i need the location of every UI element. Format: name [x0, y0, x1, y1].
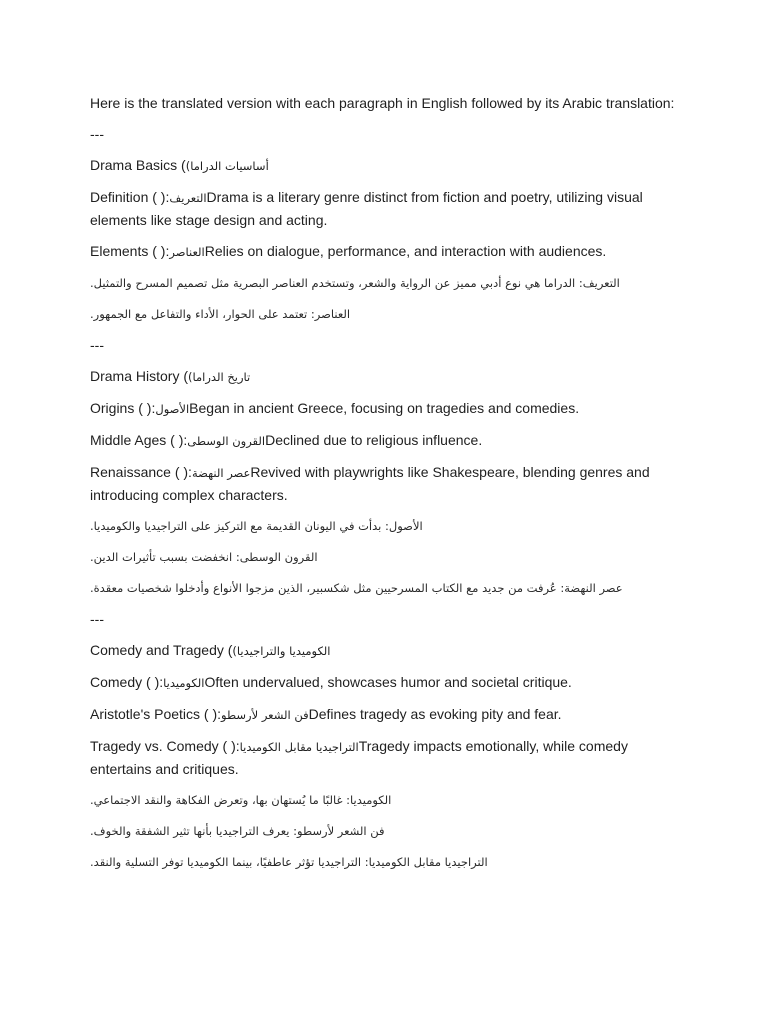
arabic-line: العناصر: تعتمد على الحوار، الأداء والتفاعل مع الجمهور. [90, 307, 351, 321]
arabic-line: الكوميديا: غالبًا ما يُستهان بها، وتعرض الفكاهة والنقد الاجتماعي. [90, 793, 392, 807]
definition-paragraph: Definition ( ):التعريفDrama is a literary genre distinct from fiction and poetry, utilizing visual elements like stage design and acting. [90, 189, 643, 228]
arabic-line: التعريف: الدراما هي نوع أدبي مميز عن الرواية والشعر، وتستخدم العناصر البصرية مثل تصميم المسرح والتمثيل. [90, 276, 620, 290]
intro-paragraph: Here is the translated version with each paragraph in English followed by its Arabic translation: [90, 95, 675, 111]
arabic-line: الأصول: بدأت في اليونان القديمة مع التركيز على التراجيديا والكوميديا. [90, 519, 423, 533]
tragedy-vs-comedy-paragraph: Tragedy vs. Comedy ( ):التراجيديا مقابل الكوميدياTragedy impacts emotionally, while comedy entertains and critiques. [90, 738, 628, 777]
arabic-line: عصر النهضة: عُرفت من جديد مع الكتاب المسرحيين مثل شكسبير، الذين مزجوا الأنواع وأدخلوا شخصيات معقدة. [90, 581, 623, 595]
poetics-paragraph: Aristotle's Poetics ( ):فن الشعر لأرسطوDefines tragedy as evoking pity and fear. [90, 706, 562, 722]
elements-paragraph: Elements ( ):العناصرRelies on dialogue, performance, and interaction with audiences. [90, 243, 607, 259]
arabic-line: فن الشعر لأرسطو: يعرف التراجيديا بأنها تثير الشفقة والخوف. [90, 824, 385, 838]
comedy-paragraph: Comedy ( ):الكوميدياOften undervalued, showcases humor and societal critique. [90, 674, 572, 690]
separator: --- [90, 337, 104, 353]
section-heading: Drama Basics ((أساسيات الدراما [90, 157, 269, 173]
arabic-line: القرون الوسطى: انخفضت بسبب تأثيرات الدين. [90, 550, 318, 564]
origins-paragraph: Origins ( ):الأصولBegan in ancient Greece, focusing on tragedies and comedies. [90, 400, 580, 416]
arabic-line: التراجيديا مقابل الكوميديا: التراجيديا تؤثر عاطفيًا، بينما الكوميديا توفر التسلية والنقد. [90, 855, 488, 869]
separator: --- [90, 126, 104, 142]
renaissance-paragraph: Renaissance ( ):عصر النهضةRevived with playwrights like Shakespeare, blending genres and introducing complex characters. [90, 464, 650, 503]
separator: --- [90, 611, 104, 627]
middle-ages-paragraph: Middle Ages ( ):القرون الوسطىDeclined due to religious influence. [90, 432, 483, 448]
section-heading: Comedy and Tragedy ((الكوميديا والتراجيديا [90, 642, 331, 658]
section-heading: Drama History ((تاريخ الدراما [90, 368, 251, 384]
document-body [90, 92, 680, 882]
